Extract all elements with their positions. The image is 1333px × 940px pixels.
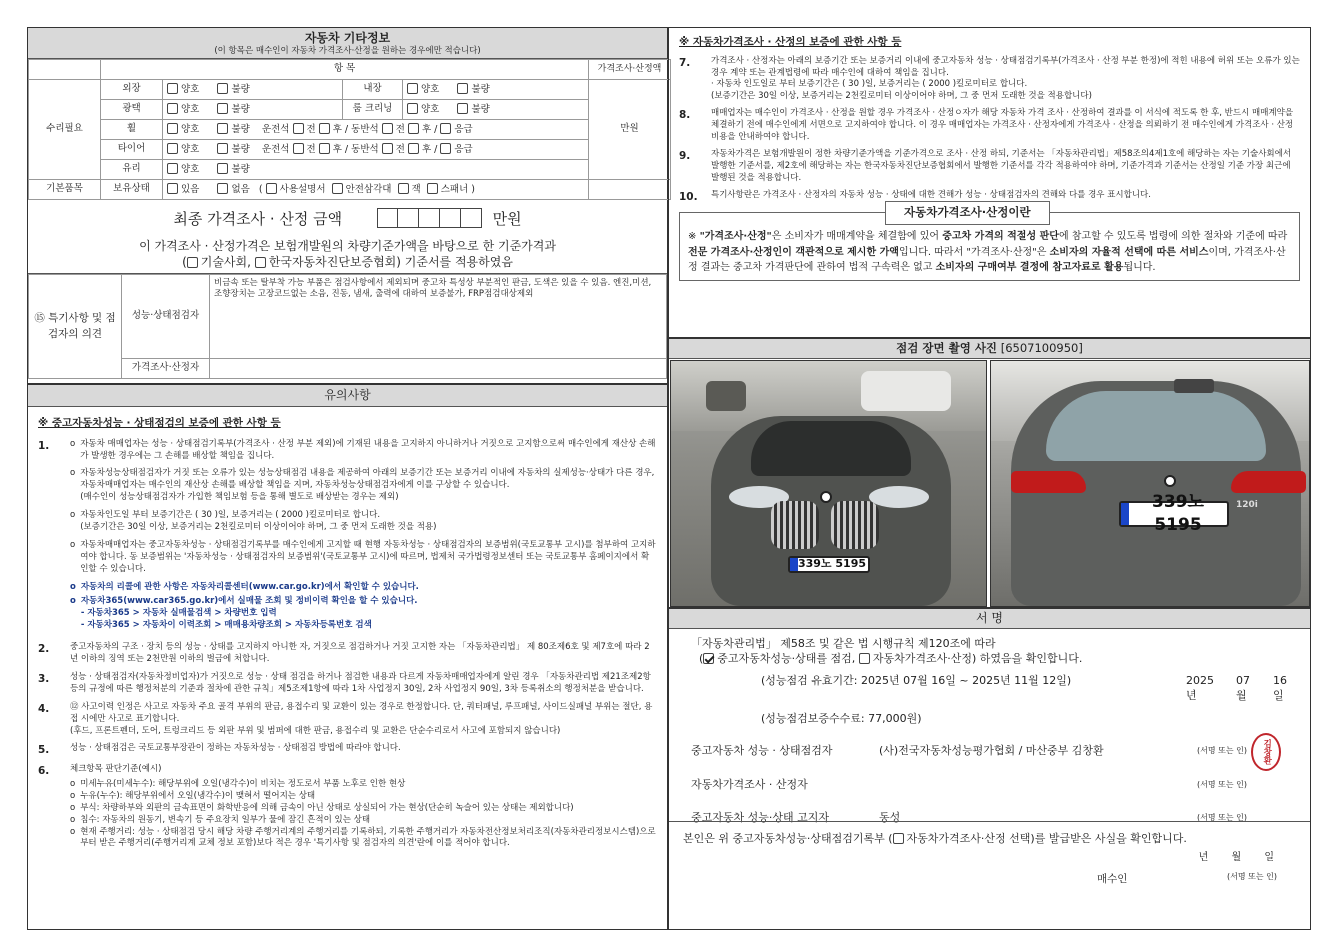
jack-checkbox[interactable] (398, 183, 409, 194)
price-inspect-checkbox[interactable] (859, 653, 870, 664)
manual-checkbox[interactable] (266, 183, 277, 194)
interior-label: 내장 (343, 80, 403, 100)
wheel-pass-rear-checkbox[interactable] (408, 123, 419, 134)
final-price-unit: 만원 (492, 210, 522, 228)
wheel-pass-front-checkbox[interactable] (382, 123, 393, 134)
bad-label: 불량 (471, 83, 490, 95)
note-6e: 현재 주행거리: 성능 · 상태점검 당시 해당 차량 주행거리계의 주행거리를 기록하되, 기록한 주행거리가 자동차전산정보처리조직(자동차관리정보시스템)으로부터 받은 주행거리(주행거리계 교체 정보 포함)보다 적은 경우 '특기사항 및 점검자의 의견'란에 이를 적어야 합니다. (80, 826, 656, 849)
photo-header (669, 339, 1310, 359)
note-4-text2: (후드, 프론트펜더, 도어, 트렁크리드 등 외판 부위 및 범퍼에 대한 판금, 용접수리 및 교환은 단순수리로서 사고에 포함되지 않습니다) (70, 725, 561, 736)
note-1b2: (매수인이 성능상태점검자가 가입한 책임보험 등을 통해 별도로 배상받는 경우는 제외) (80, 492, 399, 503)
tire-pass-rear-checkbox[interactable] (408, 143, 419, 154)
note-6d: 침수: 자동차의 원동기, 변속기 등 주요장치 일부가 물에 잠긴 흔적이 있는 상태 (80, 814, 371, 825)
opinion-table (28, 274, 667, 379)
final-price-desc: 이 가격조사 · 산정가격은 보험개발원의 차량기준가액을 바탕으로 한 기준가격과 (139, 239, 556, 254)
price-unit-manwon: 만원 (589, 80, 671, 180)
note-7-text: 가격조사 · 산정자는 아래의 보증기간 또는 보증거리 이내에 중고자동차 성능 · 상태점검기록부(가격조사 · 산정 부분 한정)에 적힌 내용에 허위 또는 오류가 있는 경우 계약 또는 관계법령에 따라 매수인에 대하여 책임을 집니다. (711, 55, 1300, 78)
exists-label: 있음 (181, 183, 200, 195)
glass-bad-checkbox[interactable] (217, 163, 228, 174)
good-label: 양호 (421, 103, 440, 115)
repair-needed-label: 수리필요 (29, 80, 101, 180)
inspector-seal-stamp (1251, 733, 1281, 771)
inspector-sign-hint[interactable]: (서명 또는 인) (1197, 745, 1247, 755)
driver-side-label: 운전석 (261, 123, 290, 135)
glass-label: 유리 (101, 160, 163, 180)
notes-panel (27, 384, 668, 930)
gloss-label: 광택 (101, 100, 163, 120)
note-3-text: 성능 · 상태점검자(자동차정비업자)가 거짓으로 성능 · 상태 점검을 하거나 점검한 내용과 다르게 자동차매매업자에게 알린 경우 「자동차관리법 제21조제2항 등의 규정에 따른 행정처분의 기준과 절차에 관한 규칙」제5조제1항에 따라 1차 사업정지 30일, 2차 사업정지 90일, 3차 등록취소의 행정처분을 받습니다. (70, 671, 651, 694)
sign-check2-label: 자동차가격조사·산정) 하였음을 확인합니다. (872, 651, 1083, 665)
note-7-text3: (보증기간은 30일 이상, 보증거리는 2천킬로미터 이상이어야 하며, 그 중 먼저 도래한 것을 적용합니다) (711, 91, 1092, 102)
passenger-side-label: 동반석 (351, 143, 379, 155)
tire-driver-front-checkbox[interactable] (293, 143, 304, 154)
seal-text: 김창환 (1261, 739, 1272, 765)
other-info-header (28, 28, 667, 59)
glass-good-checkbox[interactable] (167, 163, 178, 174)
triangle-checkbox[interactable] (332, 183, 343, 194)
front-label: 전 (395, 143, 405, 155)
note-number: 6. (38, 765, 50, 778)
signature-panel (668, 608, 1311, 930)
sign-law-text: 「자동차관리법」 제58조 및 같은 법 시행규칙 제120조에 따라 (691, 637, 996, 650)
note-number: 1. (38, 439, 50, 452)
bad-label: 불량 (231, 143, 250, 155)
tire-label: 타이어 (101, 140, 163, 160)
triangle-label: 안전삼각대 (345, 183, 392, 195)
receipt-section (669, 821, 1310, 887)
def-text-5: 이며, 가격조사·산정 결과는 중고차 가격판단에 관하여 법적 구속력은 없고 (688, 246, 1286, 274)
note-1c2: (보증기간은 30일 이상, 보증거리는 2천킬로미터 이상이어야 하며, 그 중 먼저 도래한 것을 적용) (80, 522, 437, 533)
notifier-sign-hint[interactable]: (서명 또는 인) (1197, 812, 1247, 822)
tire-emergency-checkbox[interactable] (440, 143, 451, 154)
good-label: 양호 (181, 103, 200, 115)
front-label: 전 (395, 123, 405, 135)
other-info-title: 자동차 기타정보 (304, 31, 391, 45)
sign-check1-label: 중고자동차성능·상태를 점검, (717, 651, 856, 665)
receipt-year: 년 (1198, 851, 1209, 863)
note-6a: 미세누유(미세누수): 해당부위에 오일(냉각수)이 비치는 정도로서 부품 노후로 인한 현상 (80, 778, 406, 789)
front-label: 전 (306, 143, 316, 155)
good-label: 양호 (181, 83, 200, 95)
rear-badge: 120i (1236, 500, 1258, 510)
note-2 (38, 642, 657, 666)
validity-line (691, 674, 1296, 704)
buyer-label: 매수인 (1097, 873, 1128, 886)
emergency-label: 응급 (454, 123, 473, 135)
final-price-standard: ( 기술사회, 한국자동차진단보증협회) 기준서를 적용하였음 (182, 255, 513, 270)
note-number: 10. (679, 190, 698, 203)
notes-header: 유의사항 (28, 385, 667, 407)
wheel-driver-front-checkbox[interactable] (293, 123, 304, 134)
def-text-3: 에 참고할 수 있도록 법령에 의한 절차와 기준에 따라 (1058, 231, 1288, 243)
inspector-label: 중고자동차 성능 · 상태점검자 (691, 743, 833, 757)
front-label: 전 (306, 123, 316, 135)
receipt-text-2: 자동차가격조사·산정 선택)를 발급받은 사실을 확인합니다. (906, 832, 1187, 845)
bad-label: 불량 (231, 103, 250, 115)
opinion-perf-label: 성능·상태점검자 (122, 275, 210, 359)
note-1-body: o 자동차 매매업자는 성능 · 상태점검기록부(가격조사 · 산정 부분 제외)에 기재된 내용을 고지하지 아니하거나 거짓으로 고지함으로써 매수인에게 재산상 손해가 발생한 경우에는 그 손해를 배상할 책임을 집니다. o 자동차성능상태점검자가 거짓 또는 오류가 있는 성능상태점검 내용을 제공하여 아래의 보증기간 또는 보증거리 이내에 자동차의 실제성능·상태가 다른 경우, 자동차매매업자는 매수인의 재산상 손해를 배상할 책임을 지며, 자동차성능상태점검자에게 이를 구상할 수 있습니다. (매수인이 성능상태점검자가 가입한 책임보험 등을 통해 별도로 배상받는 경우는 제외) o 자동차인도일 부터 보증기간은 ( 30 )일, 보증거리는 ( 2000 )킬로미터로 합니다. (보증기간은 30일 이상, 보증거리는 2천킬로미터 이상이어야 하며, 그 중 먼저 도래한 것을 적용) o 자동차매매업자는 중고자동차성능 · 상태점검기록부를 매수인에게 고지할 때 현행 자동차성능 · 상태점검자의 보증범위(국토교통부 고시)를 첨부하여 고지하여야 합니다. 동 보증범위는 '자동차성능 · 상태점검자의 보증범위'(국토교통부 고시)에 따르며, 법제처 국가법령정보센터 또는 국토교통부 홈페이지에서 확인할 수 있습니다. o 자동차의 리콜에 관한 사항은 자동차리콜센터(www.car.go.kr)에서 확인할 수 있습니다. o 자동차365(www.car365.go.kr)에서 실매물 조회 및 정비이력 확인을 할 수 있습니다. - 자동차365 > 자동차 실매물검색 > 차량번호 입력 - 자동차365 > 자동차이 이력조회 > 매매용차량조회 > 자동차등록번호 검색 (70, 438, 656, 631)
rear-plate-text: 339노 5195 (1152, 492, 1204, 535)
opinion-label: ⑮ 특기사항 및 점검자의 의견 (29, 275, 122, 379)
notes-body (28, 407, 667, 850)
final-price-section (28, 200, 667, 274)
note-number: 2. (38, 643, 50, 656)
note-number: 9. (679, 149, 691, 162)
note-6b: 누유(누수): 해당부위에서 오일(냉각수)이 맺혀서 떨어지는 상태 (80, 790, 316, 801)
photo-title: 점검 장면 촬영 사진 (896, 341, 998, 355)
def-text-4: 입니다. 따라서 "가격조사·산정"은 (898, 246, 1050, 258)
price-warranty-title: ※ 자동차가격조사 · 산정의 보증에 관한 사항 등 (679, 36, 902, 48)
price-assessor-label: 자동차가격조사 · 산정자 (691, 777, 808, 791)
gloss-bad-checkbox[interactable] (217, 103, 228, 114)
note-5-text: 성능 · 상태점검은 국토교통부장관이 정하는 자동차성능 · 상태점검 방법에 따라야 합니다. (70, 743, 401, 754)
inspector-name: (사)전국자동차성능평가협회 / 마산중부 김창환 (879, 743, 1104, 757)
note-4 (38, 702, 657, 738)
car365-path-2: - 자동차365 > 자동차이 이력조회 > 매매용차량조회 > 자동차등록번호 검색 (80, 620, 372, 631)
tire-pass-front-checkbox[interactable] (382, 143, 393, 154)
note-8 (679, 108, 1300, 144)
rear-label: 후 (332, 143, 342, 155)
room-bad-checkbox[interactable] (457, 103, 468, 114)
interior-good-checkbox[interactable] (407, 83, 418, 94)
notifier-name: 동성 (879, 810, 901, 824)
diagnosis-assoc-label: 한국자동차진단보증협회) 기준서를 적용하였음 (268, 255, 513, 270)
receipt-day: 일 (1264, 851, 1274, 863)
def-bold-3: 전문 가격조사·산정인이 객관적으로 제시한 가액 (688, 246, 899, 258)
rear-car-photo (990, 360, 1310, 607)
tech-society-label: 기술사회, (200, 255, 251, 270)
basic-none-checkbox[interactable] (217, 183, 228, 194)
other-info-subtitle: (이 항목은 매수인이 자동차 가격조사·산정을 원하는 경우에만 적습니다) (214, 46, 481, 57)
interior-bad-checkbox[interactable] (457, 83, 468, 94)
note-6c: 부식: 차량하부와 외판의 금속표면이 화학반응에 의해 금속이 아닌 상태로 상실되어 가는 현상(단순히 녹슬어 있는 상태는 제외합니다) (80, 802, 574, 813)
note-1 (38, 439, 657, 638)
final-price-boxes[interactable] (377, 208, 482, 233)
sign-day: 16일 (1273, 673, 1288, 702)
notifier-label: 중고자동차 성능·상태 고지자 (691, 810, 830, 824)
front-car-photo (670, 360, 987, 607)
def-bold-1: "가격조사·산정" (699, 231, 772, 243)
exterior-good-checkbox[interactable] (167, 83, 178, 94)
good-label: 양호 (181, 163, 200, 175)
def-text-1: ※ (688, 231, 700, 243)
jack-label: 잭 (411, 183, 421, 195)
spanner-checkbox[interactable] (427, 183, 438, 194)
note-8-text: 매매업자는 매수인이 가격조사 · 산정을 원할 경우 가격조사 · 산정ㅇ자가 해당 자동차 가격 조사 · 산정하여 결과를 이 서식에 적도록 한 후, 반드시 매매계약을 체결하기 전에 매수인에게 서면으로 고지하여야 합니다. 이 경우 매매업자는 가격조사 · 산정자에게 가격조사 · 산정을 의뢰하기 전 매수인에게 가격조사 · 산정 비용을 안내하여야 합니다. (711, 108, 1294, 143)
price-warranty-panel (668, 27, 1311, 338)
receipt-text-1: 본인은 위 중고자동차성능·상태점검기록부 ( (683, 832, 893, 845)
def-bold-5: 소비자의 구매여부 결정에 참고자료로 활용 (935, 262, 1124, 274)
note-1c: 자동차인도일 부터 보증기간은 ( 30 )일, 보증거리는 ( 2000 )킬로미터로 합니다. (80, 510, 381, 521)
emergency-label: 응급 (454, 143, 473, 155)
fee-text: (성능점검보증수수료: 77,000원) (761, 712, 922, 726)
exterior-bad-checkbox[interactable] (217, 83, 228, 94)
tire-bad-checkbox[interactable] (217, 143, 228, 154)
note-1d: 자동차매매업자는 중고자동차성능 · 상태점검기록부를 매수인에게 고지할 때 현행 자동차성능 · 상태점검자의 보증범위(국토교통부 고시)를 첨부하여 고지하여야 합니다. 동 보증범위는 '자동차성능 · 상태점검자의 보증범위'(국토교통부 고시)에 따르며, 법제처 국가법령정보센터 또는 국토교통부 홈페이지에서 확인할 수 있습니다. (80, 539, 656, 574)
wheel-good-checkbox[interactable] (167, 123, 178, 134)
note-3 (38, 672, 657, 696)
note-number: 4. (38, 702, 50, 715)
tire-driver-rear-checkbox[interactable] (319, 143, 330, 154)
wheel-driver-rear-checkbox[interactable] (319, 123, 330, 134)
note-9-text: 자동차가격은 보험개발원이 정한 차량기준가액을 기준가격으로 조사 · 산정 하되, 기준서는 「자동차관리법」제58조의4제1호에 해당하는 자는 기술사회에서 발행한 기준서를, 제2호에 해당하는 자는 한국자동차진단보증협회에서 발행한 기준서를 각각 적용하여야 하며, 기준가격과 기준서는 산정일 기준 가장 최근에 발행된 것을 적용합니다. (711, 148, 1292, 183)
manual-label: 사용설명서 (279, 183, 326, 195)
car365-link[interactable]: 자동차365(www.car365.go.kr)에서 실매물 조회 및 정비이력 확인을 할 수 있습니다. (80, 596, 418, 607)
sign-check-line: ( 중고자동차성능·상태를 점검, 자동차가격조사·산정) 하였음을 확인합니다. (699, 651, 1083, 665)
wheel-bad-checkbox[interactable] (217, 123, 228, 134)
note-5 (38, 743, 657, 758)
note-number: 3. (38, 672, 50, 685)
opinion-price-text[interactable] (210, 359, 667, 379)
final-price-row (28, 208, 667, 233)
wheel-label: 휠 (101, 120, 163, 140)
note-6: 6. 체크항목 판단기준(예시) o 미세누유(미세누수): 해당부위에 오일(냉각수)이 비치는 정도로서 부품 노후로 인한 현상 o 누유(누수): 해당부위에서 오일(냉각수)이 맺혀서 떨어지는 상태 o 부식: 차량하부와 외판의 금속표면이 화학반응에 의해 금속이 아닌 상태로 상실되어 가는 현상(단순히 녹슬어 있는 상태는 제외합니다) o 침수: 자동차의 원동기, 변속기 등 주요장치 일부가 물에 잠긴 흔적이 있는 상태 o 현재 주행거리: 성능 · 상태점검 당시 해당 차량 주행거리계의 주행거리를 기록하되, 기록한 주행거리가 자동차전산정보처리조직(자동차관리정보시스템)으로부터 받은 주행거리(주행거리계 교체 정보 포함)보다 적은 경우 '특기사항 및 점검자의 의견'란에 이를 적어야 합니다. (38, 764, 656, 849)
good-label: 양호 (421, 83, 440, 95)
rear-label: 후 (421, 143, 432, 155)
note-4-text: ⑫ 사고이력 인정은 사고로 자동차 주요 골격 부위의 판금, 용접수리 및 교환이 있는 경우로 한정합니다. 단, 쿼터패널, 루프패널, 사이드실패널 부위는 절단, 용접 시에만 사고로 표기합니다. (70, 701, 653, 724)
note-number: 8. (679, 109, 691, 122)
bad-label: 불량 (231, 83, 250, 95)
photo-panel (668, 338, 1311, 608)
note-7 (679, 56, 1300, 104)
note-1b: 자동차성능상태점검자가 거짓 또는 오류가 있는 성능상태점검 내용을 제공하여 아래의 보증기간 또는 보증거리 이내에 자동차의 실제성능·상태가 다른 경우, 자동차매매업자는 매수인의 재산상 손해를 배상할 책임을 지며, 자동차성능상태점검자에게 이를 구상할 수 있습니다. (80, 468, 655, 491)
def-bold-2: 중고차 가격의 적절성 판단 (942, 231, 1059, 243)
tire-good-checkbox[interactable] (167, 143, 178, 154)
buyer-row (683, 872, 1300, 886)
receipt-month: 월 (1231, 851, 1242, 863)
validity-text: (성능점검 유효기간: 2025년 07월 16일 ~ 2025년 11월 12일) (761, 673, 1072, 687)
holding-label: 보유상태 (101, 180, 163, 200)
receipt-price-checkbox[interactable] (893, 833, 904, 844)
column-price-header: 가격조사·산정액 (589, 60, 671, 80)
opinion-price-label: 가격조사·산정자 (122, 359, 210, 379)
price-assessor-row (691, 773, 1296, 797)
receipt-text (683, 832, 1300, 847)
recall-center-link[interactable]: 자동차의 리콜에 관한 사항은 자동차리콜센터(www.car.go.kr)에서 확인할 수 있습니다. (80, 581, 419, 592)
rear-label: 후 (421, 123, 432, 135)
opinion-perf-text: 비금속 또는 탈부착 가능 부품은 점검사항에서 제외되며 중고차 특성상 부분적인 판금, 도색은 있을 수 있음. 엔진,미션, 조향장치는 고장코드없는 소음, 진동, 냄새, 출력에 대하여 보증불가, FRP점검대상제외 (210, 275, 667, 359)
final-price-title: 최종 가격조사 · 산정 금액 (173, 210, 343, 228)
basic-exists-checkbox[interactable] (167, 183, 178, 194)
other-info-table: 항 목 가격조사·산정액 수리필요 외장 양호 불량 내장 양호 불량 만원 광택 양호 불량 룸 크리닝 양호 불량 휠 양호 불량 운전석 전 후 / 동반석 전 후 / 응급 타이어 양호 불량 운전석 전 후 / 동반석 전 후 / 응급 유리 양호 불량 기본품목 보유상태 있음 없음 ( 사용설명서 안전삼각대 잭 스패너 ) (28, 59, 671, 200)
note-1a: 자동차 매매업자는 성능 · 상태점검기록부(가격조사 · 산정 부분 제외)에 기재된 내용을 고지하지 아니하거나 거짓으로 고지함으로써 매수인에게 재산상 손해가 발생한 경우에는 그 손해를 배상할 책임을 집니다. (80, 438, 656, 461)
def-text-6: 됩니다. (1123, 262, 1156, 274)
rear-label: 후 (332, 123, 342, 135)
front-license-plate (788, 556, 870, 573)
note-10-text: 특기사항란은 가격조사 · 산정자의 자동차 성능 · 상태에 대한 견해가 성능 · 상태점검자의 견해와 다를 경우 표시합니다. (711, 189, 1151, 200)
none-label: 없음 (231, 183, 250, 195)
bad-label: 불량 (471, 103, 490, 115)
def-text-2: 은 소비자가 매매계약을 체결함에 있어 (771, 231, 943, 243)
price-definition-box (679, 205, 1300, 281)
good-label: 양호 (181, 143, 200, 155)
room-good-checkbox[interactable] (407, 103, 418, 114)
sign-year: 2025년 (1186, 673, 1214, 702)
inspector-row (691, 739, 1296, 763)
front-plate-text: 339노 5195 (797, 557, 867, 571)
gloss-good-checkbox[interactable] (167, 103, 178, 114)
signature-header: 서 명 (669, 609, 1310, 629)
buyer-sign-hint[interactable]: (서명 또는 인) (1227, 872, 1277, 882)
note-number: 5. (38, 744, 50, 757)
price-assessor-sign-hint[interactable]: (서명 또는 인) (1197, 779, 1247, 789)
car365-path-1: - 자동차365 > 자동차 실매물검색 > 차량번호 입력 (80, 608, 277, 619)
bad-label: 불량 (231, 163, 250, 175)
bad-label: 불량 (231, 123, 250, 135)
def-bold-4: 소비자의 자율적 선택에 따른 서비스 (1049, 246, 1209, 258)
signature-body (669, 629, 1310, 830)
photo-code: [6507100950] (1000, 341, 1083, 355)
passenger-side-label: 동반석 (351, 123, 379, 135)
good-label: 양호 (181, 123, 200, 135)
exterior-label: 외장 (101, 80, 163, 100)
notes-title: ※ 중고자동차성능 · 상태점검의 보증에 관한 사항 등 (38, 417, 281, 429)
note-number: 7. (679, 56, 691, 69)
diagnosis-assoc-checkbox[interactable] (255, 257, 266, 268)
performance-inspect-checkbox[interactable] (703, 653, 714, 664)
wheel-emergency-checkbox[interactable] (440, 123, 451, 134)
column-item-header: 항 목 (101, 60, 589, 80)
spanner-label: 스패너 (440, 183, 469, 195)
rear-license-plate (1119, 492, 1229, 535)
tech-society-checkbox[interactable] (187, 257, 198, 268)
sign-month: 07월 (1236, 673, 1251, 702)
receipt-date (683, 851, 1300, 865)
vehicle-other-info-panel (27, 27, 668, 384)
room-clean-label: 룸 크리닝 (343, 100, 403, 120)
note-9 (679, 149, 1300, 185)
basic-items-label: 기본품목 (29, 180, 101, 200)
driver-side-label: 운전석 (261, 143, 290, 155)
note-6-title: 체크항목 판단기준(예시) (70, 764, 162, 775)
note-2-text: 중고자동차의 구조 · 장치 등의 성능 · 상태를 고지하지 아니한 자, 거짓으로 점검하거나 거짓 고지한 자는 「자동차관리법」 제 80조제6호 및 제7호에 따라 2년 이하의 징역 또는 2천만원 이하의 벌금에 처합니다. (70, 642, 650, 665)
note-7-text2: · 자동차 인도일로 부터 보증기간은 ( 30 )일, 보증거리는 ( 2000 )킬로미터로 합니다. (711, 79, 1028, 90)
price-definition-title: 자동차가격조사·산정이란 (885, 201, 1050, 225)
